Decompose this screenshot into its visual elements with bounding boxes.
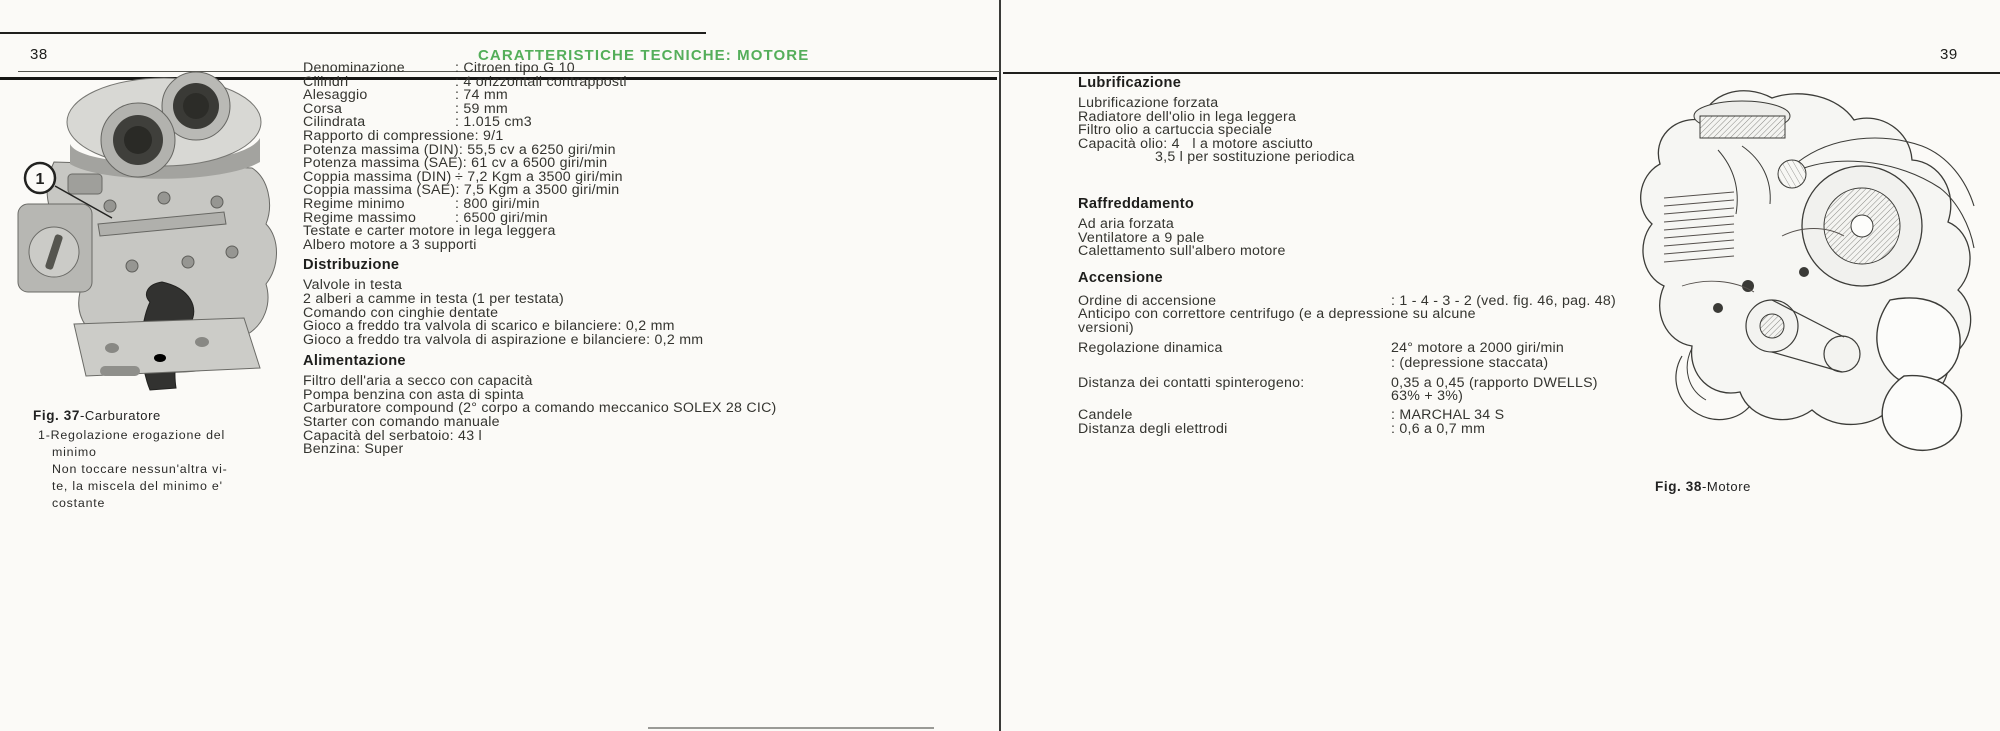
text-line: Filtro dell'aria a secco con capacità [303,373,533,390]
spec-value: : 59 mm [455,100,508,117]
spec-label: Anticipo con correttore centrifugo (e a depressione su alcune [1078,306,1476,323]
text-line: Benzina: Super [303,441,404,458]
spec-value: : 1 - 4 - 3 - 2 (ved. fig. 46, pag. 48) [1391,292,1617,309]
caption-line: te, la miscela del minimo e' [52,479,223,493]
caption-line: costante [52,496,106,510]
fig38-caption [1655,479,1751,494]
fig37-caption-title: -Carburatore [79,408,161,423]
section-heading-lubrificazione: Lubrificazione [1078,75,1182,91]
text-line: Pompa benzina con asta di spinta [303,386,524,403]
spec-value: : MARCHAL 34 S [1391,406,1505,423]
spec-row [303,184,1003,198]
spec-value: : 6500 giri/min [455,209,548,226]
spec-value: 24° motore a 2000 giri/min [1391,339,1565,356]
spec-value: : 74 mm [455,87,508,104]
spec-row [1078,339,1698,356]
fig37-caption-number: Fig. 37 [33,408,80,423]
section-heading-alimentazione: Alimentazione [303,353,406,370]
figure-marker-label: 1 [35,171,45,188]
section-heading-raffreddamento: Raffreddamento [1078,195,1195,212]
fig37-caption [33,408,161,423]
spec-label: versioni) [1078,319,1134,336]
text-line: Gioco a freddo tra valvola di scarico e bilanciere: 0,2 mm [303,318,675,335]
page-number-right: 39 [1940,46,1958,63]
spec-value: : 0,6 a 0,7 mm [1391,420,1486,437]
text-line: Comando con cinghie dentate [303,304,499,321]
caption-line: 1-Regolazione erogazione del [38,428,226,442]
spec-label [1078,390,1391,404]
spec-label: Denominazione [303,60,405,76]
spec-label: Cilindri [303,73,349,90]
spec-row [1078,374,1698,391]
top-edge-rule [0,32,706,34]
spec-label: Candele [1078,406,1133,423]
text-line: Filtro olio a cartuccia speciale [1078,122,1273,139]
text-line: Calettamento sull'albero motore [1078,243,1286,260]
spec-row [303,73,1003,90]
spec-label: Albero motore a 3 supporti [303,236,477,253]
spec-label: Potenza massima (SAE) [303,155,463,172]
engine-systems-column [1078,76,1698,436]
spec-row [1078,420,1698,437]
spec-row [1078,319,1698,336]
spec-value: 63% + 3%) [1391,388,1464,405]
text-line: Valvole in testa [303,277,403,294]
text-line: Lubrificazione forzata [1078,95,1219,111]
spec-label: Rapporto di compressione [303,127,475,144]
text-line: Capacità del serbatoio: 43 l [303,427,482,444]
text-line: Starter con comando manuale [303,414,500,431]
fig38-caption-number: Fig. 38 [1655,479,1702,494]
spec-value: : 4 orizzontali contrapposti [455,73,627,90]
spec-label [1078,357,1391,371]
engine-specs-column [303,62,1003,457]
carburetor-photo [12,66,294,396]
spec-label: Testate e carter motore in lega leggera [303,223,556,240]
spec-value: : 1.015 cm3 [455,114,532,131]
spec-value: : 61 cv a 6500 giri/min [462,155,608,172]
spec-label: Regime massimo [303,209,417,226]
spec-value: : (depressione staccata) [1391,355,1549,372]
text-line: Carburatore compound (2° corpo a comando meccanico SOLEX 28 CIC) [303,400,777,417]
text-line: Ventilatore a 9 pale [1078,229,1205,246]
engine-illustration [1622,76,1998,472]
text-line: Ad aria forzata [1078,215,1175,232]
page-number-left: 38 [30,46,48,63]
page-title: CARATTERISTICHE TECNICHE: MOTORE [478,47,810,64]
text-line: Radiatore dell'olio in lega leggera [1078,108,1297,125]
spec-label: Ordine di accensione [1078,292,1217,309]
spec-value: : 55,5 cv a 6250 giri/min [458,141,616,158]
spec-row [1078,357,1698,371]
bottom-edge-rule [648,727,934,729]
spec-label: Potenza massima (DIN) [303,141,459,158]
spec-label: Distanza dei contatti spinterogeno: [1078,374,1305,391]
spec-label: Coppia massima (DIN) [303,168,452,185]
caption-line: minimo [52,445,97,459]
spec-value: : Citroen tipo G 10 [455,60,575,76]
spec-row [303,236,1003,253]
fig38-caption-title: -Motore [1701,479,1751,494]
spec-row [1078,390,1698,404]
spec-value: : 7,5 Kgm a 3500 giri/min [455,182,620,199]
spec-label: Distanza degli elettrodi [1078,420,1228,437]
spec-value: ÷ 7,2 Kgm a 3500 giri/min [455,168,623,185]
spec-row [303,62,1003,76]
spec-label: Cilindrata [303,114,366,131]
section-heading-accensione: Accensione [1078,269,1163,286]
spec-label: Regolazione dinamica [1078,339,1223,356]
caption-line: Non toccare nessun'altra vi- [52,462,228,476]
spec-row [303,89,1003,103]
spec-value: 0,35 a 0,45 (rapporto DWELLS) [1391,374,1598,391]
spec-value: : 800 giri/min [455,195,540,212]
text-line: 2 alberi a camme in testa (1 per testata) [303,290,565,307]
right-page-rule [1003,72,2000,74]
spec-label: Corsa [303,100,343,117]
spec-row [303,100,1003,117]
spec-label: Regime minimo [303,195,405,212]
text-line: Gioco a freddo tra valvola di aspirazione e bilanciere: 0,2 mm [303,331,704,348]
spec-value: : 9/1 [474,127,504,144]
text-line: Capacità olio: 4 l a motore asciutto [1078,135,1314,152]
spec-row [1078,308,1698,322]
fig37-caption-notes [38,427,228,512]
spec-label: Alesaggio [303,87,368,104]
section-heading-distribuzione: Distribuzione [303,257,400,274]
spec-label: Coppia massima (SAE) [303,182,456,199]
text-line: 3,5 l per sostituzione periodica [1155,149,1355,166]
